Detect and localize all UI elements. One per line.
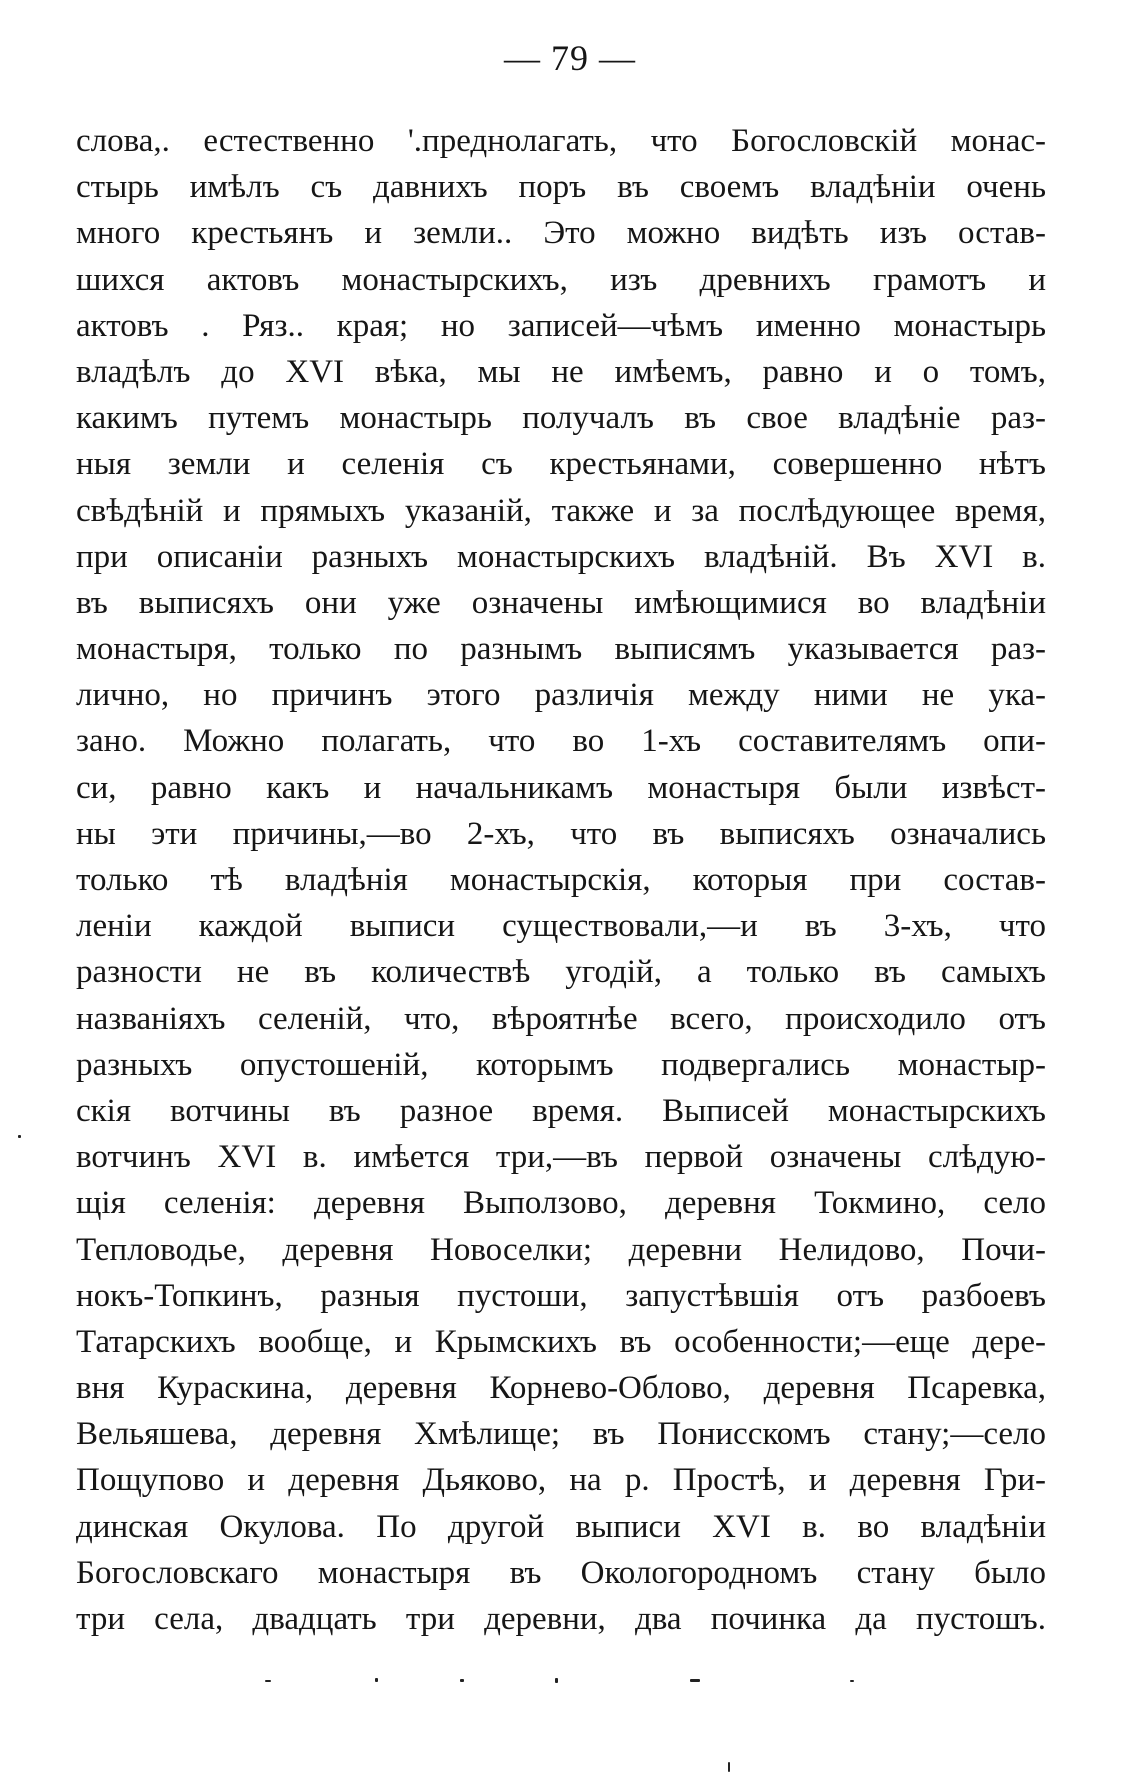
- text-line: скія вотчины въ разное время. Выписей монастырскихъ: [76, 1092, 1046, 1129]
- print-speck: [850, 1680, 854, 1682]
- text-line: разности не въ количествѣ угодій, а только въ самыхъ: [76, 954, 1046, 991]
- text-line: леніи каждой выписи существовали,—и въ 3-хъ, что: [76, 908, 1046, 945]
- text-line: вня Кураскина, деревня Корнево-Облово, деревня Псаревка,: [76, 1370, 1046, 1407]
- text-line: монастыря, только по разнымъ выписямъ указывается раз-: [76, 631, 1046, 668]
- text-line: щія селенія: деревня Выползово, деревня Токмино, село: [76, 1185, 1046, 1222]
- print-speck: [460, 1679, 464, 1682]
- print-speck: [728, 1762, 730, 1772]
- page-number: — 79 —: [504, 38, 636, 78]
- print-speck: [375, 1678, 378, 1682]
- text-line: шихся актовъ монастырскихъ, изъ древнихъ грамотъ и: [76, 261, 1046, 298]
- text-line: ны эти причины,—во 2-хъ, что въ выписяхъ означались: [76, 815, 1046, 852]
- text-line: ныя земли и селенія съ крестьянами, совершенно нѣтъ: [76, 446, 1046, 483]
- text-line: разныхъ опустошеній, которымъ подвергались монастыр-: [76, 1046, 1046, 1083]
- body-text: [76, 118, 1046, 1642]
- text-line: актовъ . Ряз.. края; но записей—чѣмъ именно монастырь: [76, 307, 1046, 344]
- text-line: три села, двадцать три деревни, два починка да пустошъ.: [76, 1601, 1046, 1637]
- text-line: си, равно какъ и начальникамъ монастыря были извѣст-: [76, 769, 1046, 806]
- text-line: много крестьянъ и земли.. Это можно видѣть изъ остав-: [76, 215, 1046, 252]
- text-line: Богословскаго монастыря въ Окологородномъ стану было: [76, 1554, 1046, 1591]
- text-line: Вельяшева, деревня Хмѣлище; въ Понисскомъ стану;—село: [76, 1416, 1046, 1453]
- text-line: слова,. естественно '.преднолагать, что Богословскій монас-: [76, 123, 1046, 159]
- text-line: нокъ-Топкинъ, разныя пустоши, запустѣвшія отъ разбоевъ: [76, 1277, 1046, 1314]
- text-line: Татарскихъ вообще, и Крымскихъ въ особенности;—еще дере-: [76, 1323, 1046, 1360]
- text-line: Пощупово и деревня Дьяково, на р. Простѣ, и деревня Гри-: [76, 1462, 1046, 1499]
- text-line: свѣдѣній и прямыхъ указаній, также и за послѣдующее время,: [76, 492, 1046, 529]
- text-line: стырь имѣлъ съ давнихъ поръ въ своемъ владѣніи очень: [76, 169, 1046, 206]
- print-speck: [18, 1135, 21, 1138]
- text-line: какимъ путемъ монастырь получалъ въ свое владѣніе раз-: [76, 400, 1046, 437]
- print-speck: [265, 1680, 271, 1682]
- text-line: лично, но причинъ этого различія между ними не ука-: [76, 677, 1046, 714]
- text-line: зано. Можно полагать, что во 1-хъ составителямъ опи-: [76, 723, 1046, 760]
- text-line: вотчинъ XVI в. имѣется три,—въ первой означены слѣдую-: [76, 1139, 1046, 1176]
- print-speck: [555, 1678, 558, 1683]
- text-line: только тѣ владѣнія монастырскія, которыя при состав-: [76, 862, 1046, 898]
- text-line: Тепловодье, деревня Новоселки; деревни Нелидово, Почи-: [76, 1231, 1046, 1268]
- print-speck: [690, 1679, 700, 1682]
- text-line: при описаніи разныхъ монастырскихъ владѣній. Въ XVI в.: [76, 538, 1046, 575]
- text-line: динская Окулова. По другой выписи XVI в. во владѣніи: [76, 1508, 1046, 1545]
- text-line: въ выписяхъ они уже означены имѣющимися во владѣніи: [76, 584, 1046, 621]
- text-line: названіяхъ селеній, что, вѣроятнѣе всего, происходило отъ: [76, 1000, 1046, 1037]
- text-line: владѣлъ до XVI вѣка, мы не имѣемъ, равно и о томъ,: [76, 353, 1046, 390]
